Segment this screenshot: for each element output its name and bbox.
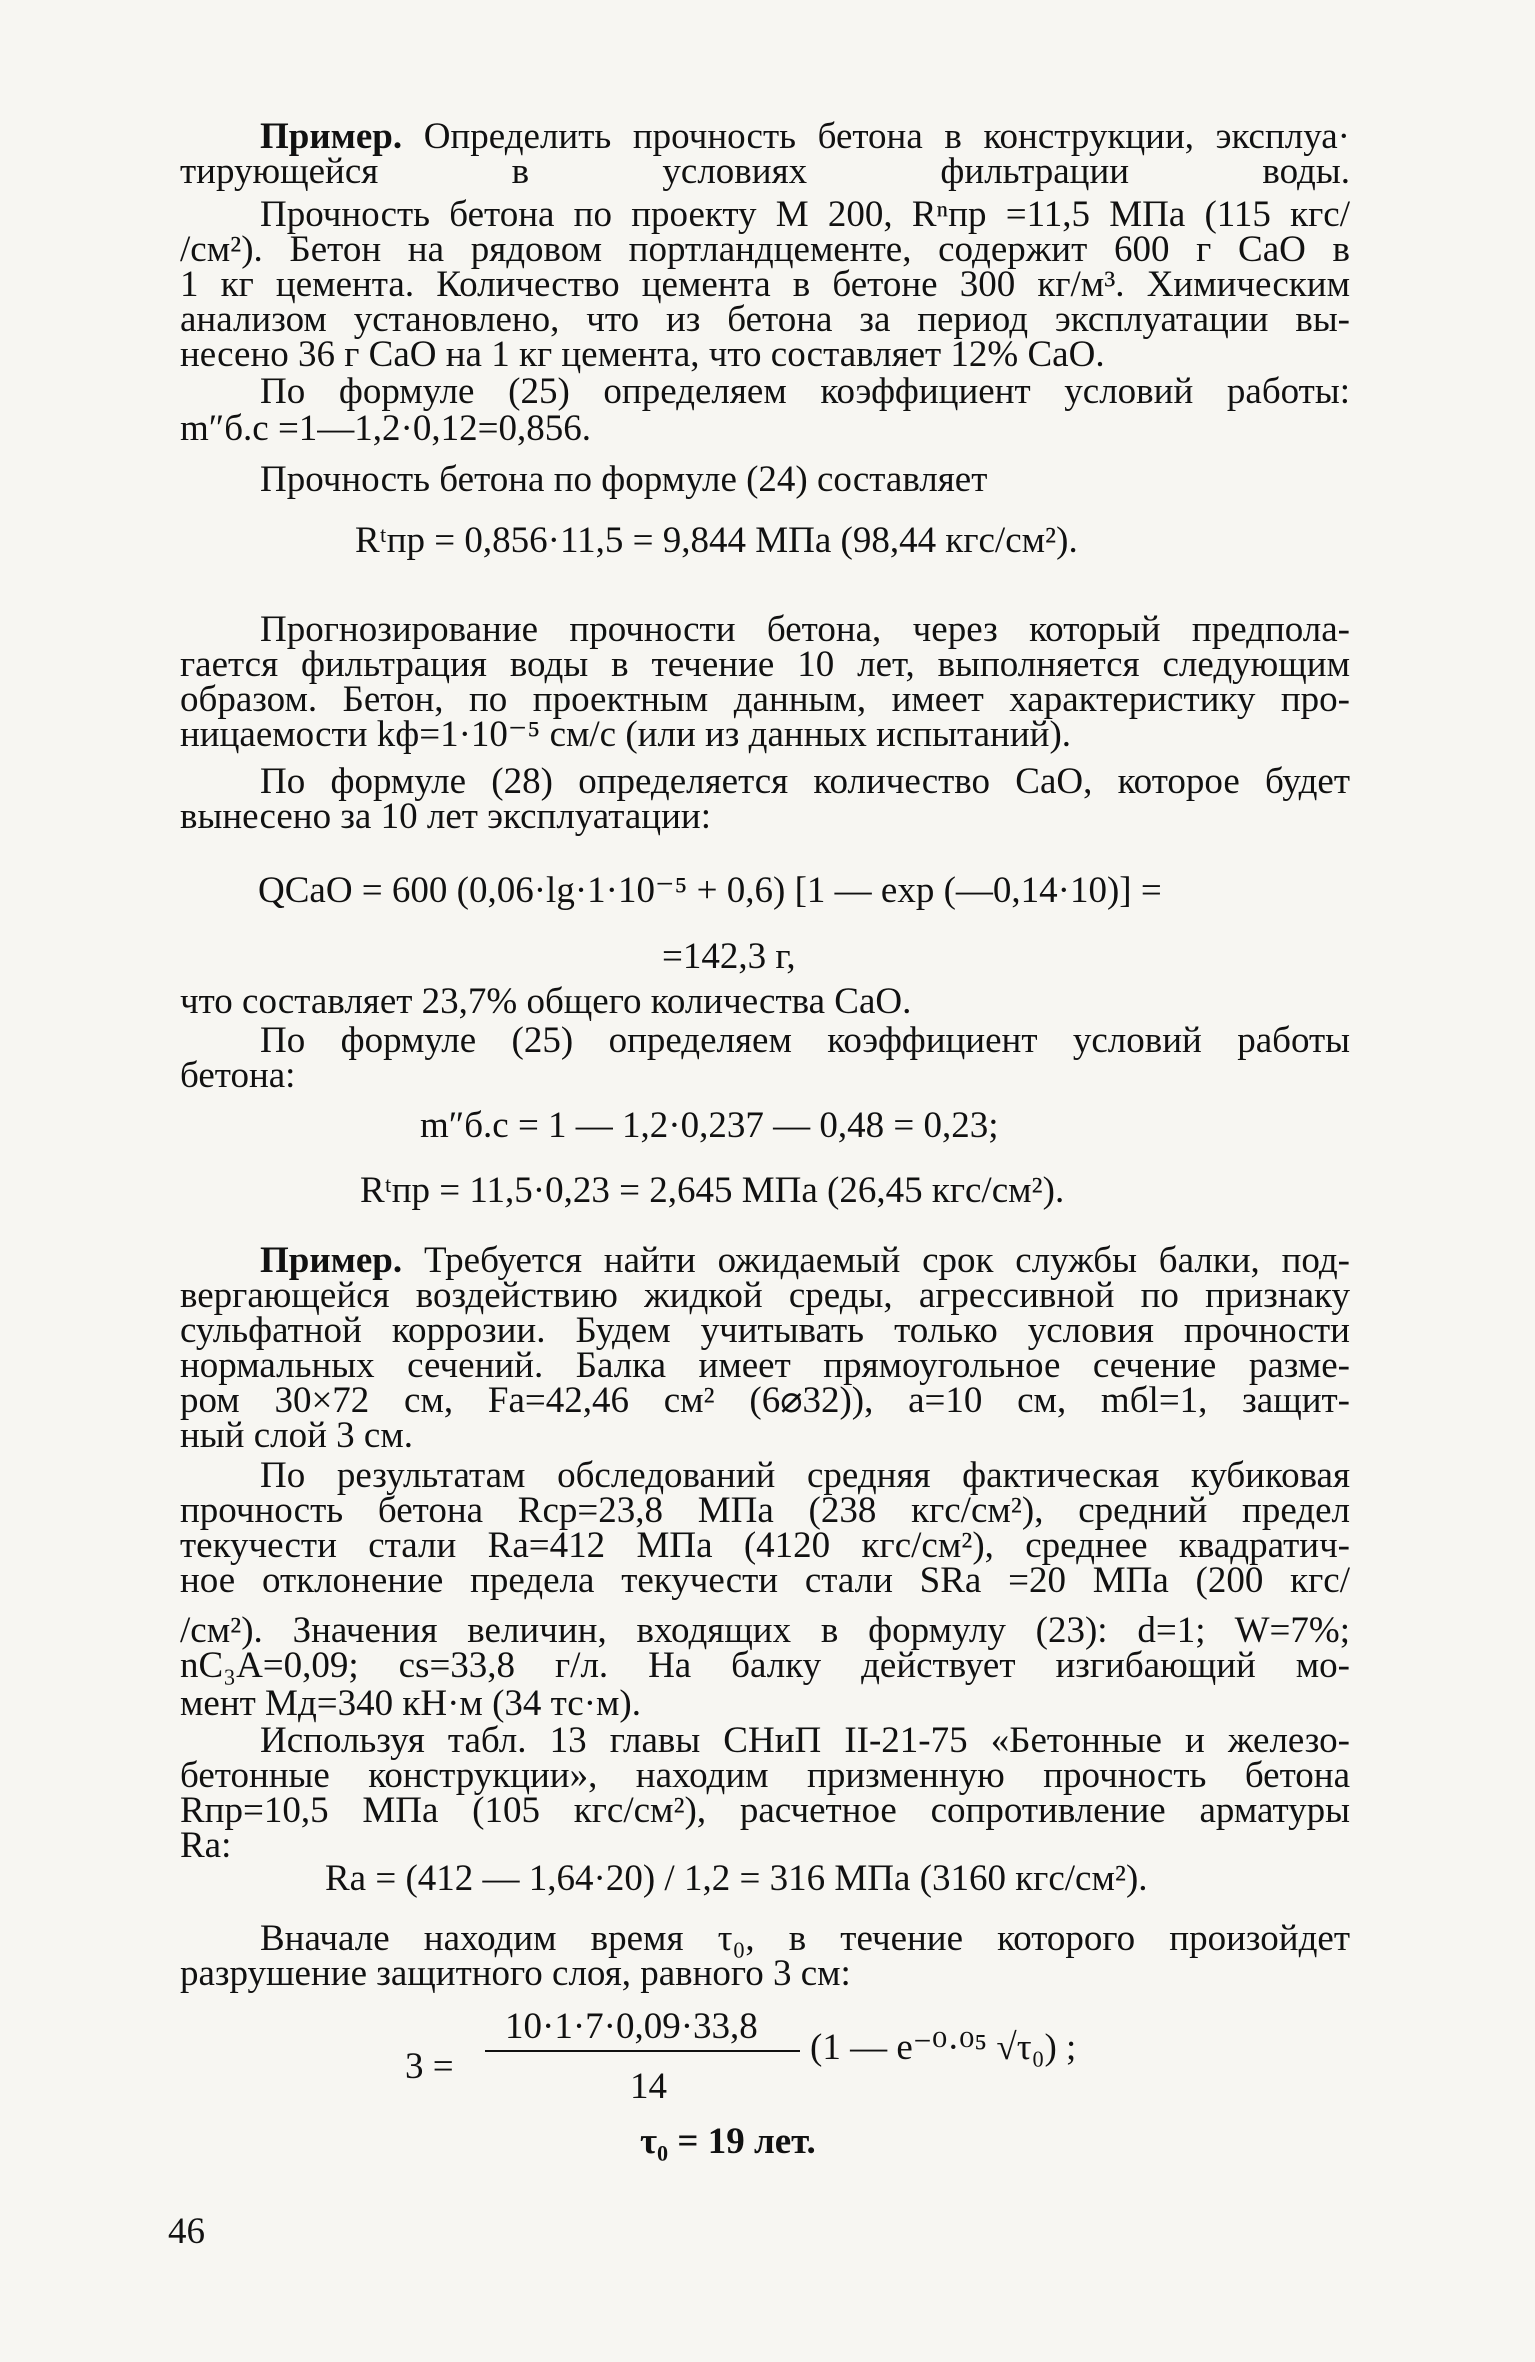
text-line: Rа: (180, 1825, 232, 1866)
text-line: Прогнозирование прочности бетона, через который предпола- (260, 609, 1350, 650)
formula-line: Rᵗпр = 0,856·11,5 = 9,844 МПа (98,44 кгс/см²). (355, 520, 1078, 561)
text-line: тирующейся в условиях фильтрации воды. (180, 151, 1350, 192)
formula-line: Rᵗпр = 11,5·0,23 = 2,645 МПа (26,45 кгс/см²). (360, 1170, 1065, 1211)
text-line: ное отклонение предела текучести стали SRа =20 МПа (200 кгс/ (180, 1560, 1350, 1601)
page-number: 46 (168, 2211, 205, 2252)
text-line: несено 36 г СаО на 1 кг цемента, что составляет 12% СаО. (180, 334, 1105, 375)
text-line: разрушение защитного слоя, равного 3 см: (180, 1953, 851, 1994)
fraction-numerator: 10·1·7·0,09·33,8 (505, 2006, 758, 2047)
fraction-denominator: 14 (630, 2066, 667, 2107)
text-line: Прочность бетона по проекту М 200, Rⁿпр =11,5 МПа (115 кгс/ (260, 194, 1350, 235)
text-line: гается фильтрация воды в течение 10 лет, выполняется следующим (180, 644, 1350, 685)
text-line: Rпр=10,5 МПа (105 кгс/см²), расчетное сопротивление арматуры (180, 1790, 1350, 1831)
formula-line: m″б.с =1—1,2·0,12=0,856. (180, 408, 591, 449)
text-line: прочность бетона Rср=23,8 МПа (238 кгс/см²), средний предел (180, 1490, 1350, 1531)
text-line: мент Mд=340 кН·м (34 тс·м). (180, 1683, 642, 1724)
formula-lhs: 3 = (405, 2046, 454, 2087)
text-line: образом. Бетон, по проектным данным, имеет характеристику про- (180, 679, 1350, 720)
text-line: вергающейся воздействию жидкой среды, агрессивной по признаку (180, 1275, 1350, 1316)
text-line: /см²). Бетон на рядовом портландцементе, содержит 600 г СаО в (180, 229, 1350, 270)
formula-result: τ₀ = 19 лет. (640, 2121, 816, 2162)
text-line: Пример. Определить прочность бетона в конструкции, эксплуа· (260, 116, 1351, 157)
formula-rhs: (1 — e⁻⁰·⁰⁵ √τ₀) ; (810, 2027, 1077, 2068)
text-line: Пример. Требуется найти ожидаемый срок службы балки, под- (260, 1240, 1350, 1281)
text-line: По результатам обследований средняя фактическая кубиковая (260, 1455, 1350, 1496)
text-line: вынесено за 10 лет эксплуатации: (180, 796, 711, 837)
text-line: бетона: (180, 1055, 296, 1096)
text-line: текучести стали Rа=412 МПа (4120 кгс/см²), среднее квадратич- (180, 1525, 1350, 1566)
text-line: ницаемости kф=1·10⁻⁵ см/с (или из данных испытаний). (180, 714, 1072, 755)
text-line: nC₃A=0,09; cs=33,8 г/л. На балку действует изгибающий мо- (180, 1645, 1350, 1686)
text-line: По формуле (25) определяем коэффициент условий работы (260, 1020, 1350, 1061)
text-line: По формуле (28) определяется количество СаО, которое будет (260, 761, 1350, 802)
text-line: нормальных сечений. Балка имеет прямоугольное сечение разме- (180, 1345, 1350, 1386)
text-line: сульфатной коррозии. Будем учитывать только условия прочности (180, 1310, 1350, 1351)
text-line: По формуле (25) определяем коэффициент условий работы: (260, 371, 1350, 412)
formula-line: m″б.с = 1 — 1,2·0,237 — 0,48 = 0,23; (420, 1105, 999, 1146)
fraction-bar (485, 2050, 800, 2052)
text-line: ный слой 3 см. (180, 1415, 413, 1456)
text-line: Используя табл. 13 главы СНиП II-21-75 «Бетонные и железо- (260, 1720, 1350, 1761)
text-line: Прочность бетона по формуле (24) составляет (260, 459, 988, 500)
text-line: Вначале находим время τ₀, в течение которого произойдет (260, 1918, 1350, 1959)
formula-line: =142,3 г, (662, 936, 796, 977)
text-line: анализом установлено, что из бетона за период эксплуатации вы- (180, 299, 1350, 340)
example-heading: Пример. (260, 116, 403, 157)
example-heading: Пример. (260, 1240, 403, 1281)
formula-line: QCaO = 600 (0,06·lg·1·10⁻⁵ + 0,6) [1 — exp (—0,14·10)] = (258, 870, 1162, 911)
text-line: /см²). Значения величин, входящих в формулу (23): d=1; W=7%; (180, 1610, 1350, 1651)
text-line: бетонные конструкции», находим призменную прочность бетона (180, 1755, 1350, 1796)
text-line: ром 30×72 см, Fа=42,46 см² (6⌀32)), a=10 см, mбl=1, защит- (180, 1380, 1350, 1421)
formula-line: Rа = (412 — 1,64·20) / 1,2 = 316 МПа (3160 кгс/см²). (325, 1858, 1148, 1899)
text-line: 1 кг цемента. Количество цемента в бетоне 300 кг/м³. Химическим (180, 264, 1350, 305)
text-line: что составляет 23,7% общего количества СаО. (180, 981, 912, 1022)
